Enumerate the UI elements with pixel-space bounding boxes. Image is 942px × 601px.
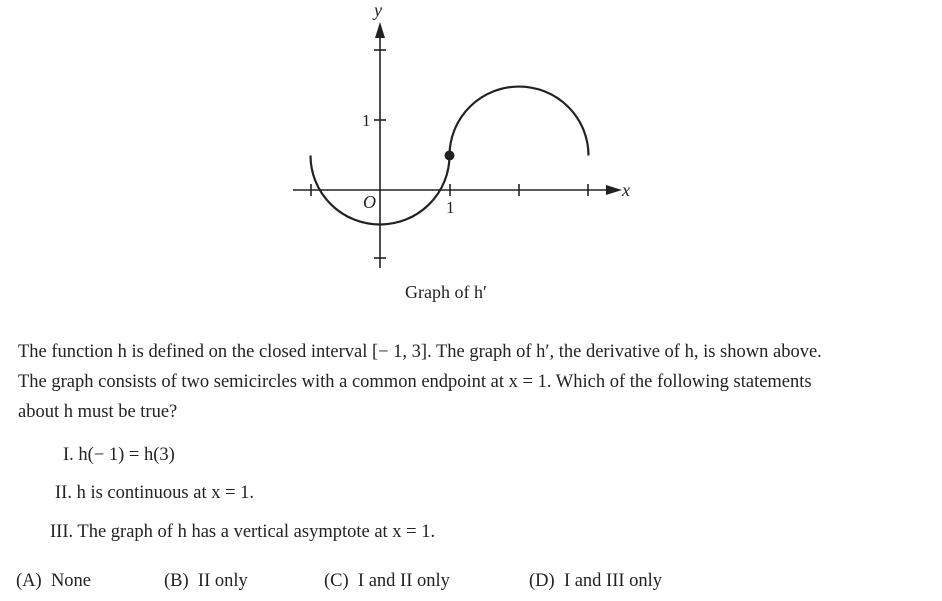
closed-endpoint [445,151,455,161]
graph-of-h-prime [0,0,942,300]
x-tick-label: 1 [446,198,455,217]
statement-1: I. h(− 1) = h(3) [63,445,175,465]
x-axis-label: x [622,180,630,200]
question-line-1: The function h is defined on the closed interval [− 1, 3]. The graph of h′, the derivative of h, is shown above. [18,342,822,362]
choice-a[interactable]: (A) None [16,571,92,591]
statement-2: II. h is continuous at x = 1. [55,483,255,503]
choice-b[interactable]: (B) II only [164,571,248,591]
x-arrow-icon [606,185,622,195]
y-axis-label: y [374,0,382,20]
choice-c[interactable]: (C) I and II only [324,571,450,591]
question-line-3: about h must be true? [18,402,178,422]
y-tick-label: 1 [362,111,371,130]
choice-d[interactable]: (D) I and III only [529,571,663,591]
question-line-2: The graph consists of two semicircles with a common endpoint at x = 1. Which of the following statements [18,372,812,392]
origin-label: O [363,192,376,212]
y-arrow-icon [375,22,385,38]
statement-3: III. The graph of h has a vertical asymptote at x = 1. [50,522,436,542]
graph-caption: Graph of h′ [405,282,487,302]
semicircle-right [450,87,589,156]
